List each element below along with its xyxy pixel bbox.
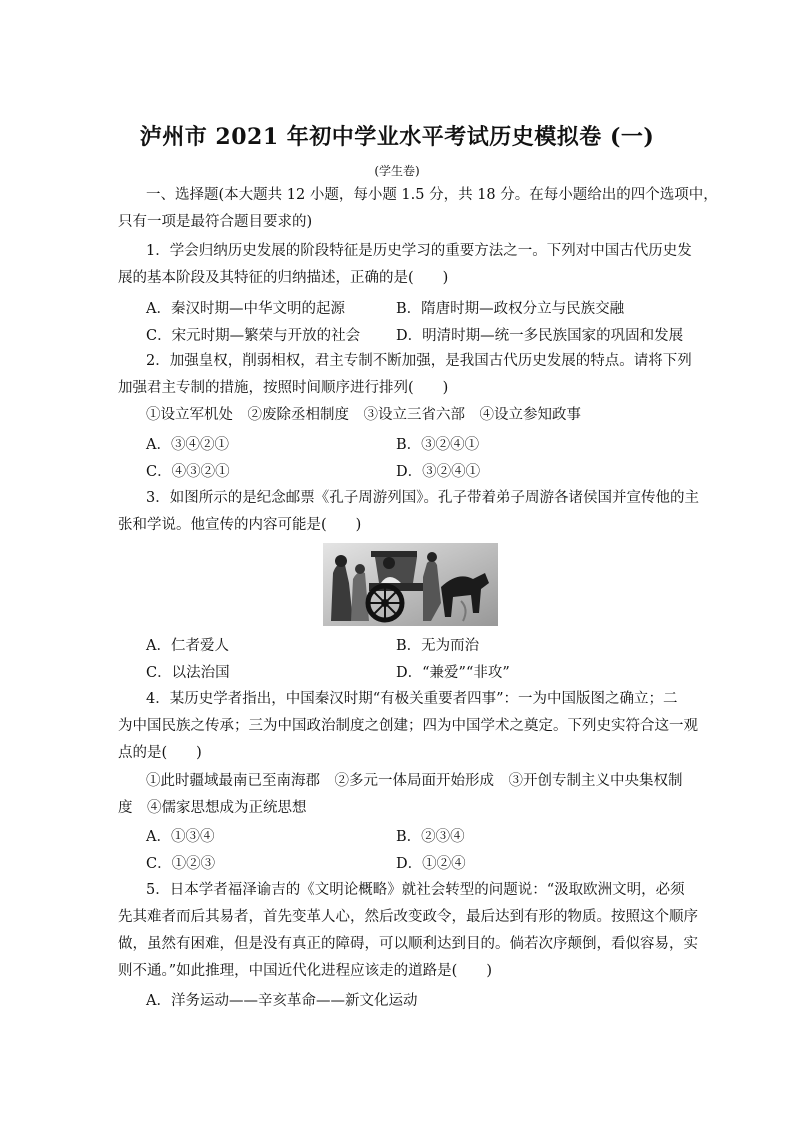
question-5-line-3: 做，虽然有困难，但是没有真正的障碍，可以顺利达到目的。倘若次序颠倒，看似容易，实 xyxy=(118,936,698,952)
question-1-option-a: A．秦汉时期—中华文明的起源 xyxy=(146,301,345,317)
question-2-option-b: B．③②④① xyxy=(396,437,480,453)
question-1-option-b: B．隋唐时期—政权分立与民族交融 xyxy=(396,301,625,317)
question-5-line-1: 5．日本学者福泽谕吉的《文明论概略》就社会转型的问题说：“汲取欧洲文明，必须 xyxy=(146,882,685,898)
page-subtitle: (学生卷) xyxy=(374,164,420,178)
page-title: 泸州市 2021 年初中学业水平考试历史模拟卷 (一) xyxy=(139,124,655,150)
question-5-line-2: 先其难者而后其易者，首先变革人心，然后改变政令，最后达到有形的物质。按照这个顺序 xyxy=(118,909,698,925)
question-2-option-c: C．④③②① xyxy=(146,464,230,480)
question-4-option-c: C．①②③ xyxy=(146,856,216,872)
section-instruction-line-2: 只有一项是最符合题目要求的) xyxy=(118,214,313,230)
question-1-line-2: 展的基本阶段及其特征的归纳描述，正确的是( ) xyxy=(118,270,449,286)
question-2-option-d: D．③②④① xyxy=(396,464,481,480)
question-4-line-2: 为中国民族之传承；三为中国政治制度之创建；四为中国学术之奠定。下列史实符合这一观 xyxy=(118,718,698,734)
question-4-items-line-1: ①此时疆域最南已至南海郡 ②多元一体局面开始形成 ③开创专制主义中央集权制 xyxy=(146,773,683,789)
question-3-line-2: 张和学说。他宣传的内容可能是( ) xyxy=(118,517,362,533)
question-4-option-a: A．①③④ xyxy=(146,829,215,845)
question-5-option-a: A．洋务运动——辛亥革命——新文化运动 xyxy=(146,993,418,1009)
section-instruction-line-1: 一、选择题(本大题共 12 小题，每小题 1.5 分，共 18 分。在每小题给出的四个选项中， xyxy=(146,187,718,203)
question-1-option-c: C．宋元时期—繁荣与开放的社会 xyxy=(146,328,361,344)
question-1-line-1: 1．学会归纳历史发展的阶段特征是历史学习的重要方法之一。下列对中国古代历史发 xyxy=(146,243,692,259)
question-3-option-b: B．无为而治 xyxy=(396,638,480,654)
question-4-line-1: 4．某历史学者指出，中国秦汉时期“有极关重要者四事”：一为中国版图之确立；二 xyxy=(146,691,678,707)
question-2-items: ①设立军机处 ②废除丞相制度 ③设立三省六部 ④设立参知政事 xyxy=(146,407,581,423)
question-3-line-1: 3．如图所示的是纪念邮票《孔子周游列国》。孔子带着弟子周游各诸侯国并宣传他的主 xyxy=(146,490,699,506)
question-2-option-a: A．③④②① xyxy=(146,437,229,453)
question-3-option-a: A．仁者爱人 xyxy=(146,638,229,654)
question-1-option-d: D．明清时期—统一多民族国家的巩固和发展 xyxy=(396,328,684,344)
question-3-option-d: D．“兼爱”“非攻” xyxy=(396,665,510,681)
question-4-option-b: B．②③④ xyxy=(396,829,465,845)
question-2-line-1: 2．加强皇权，削弱相权，君主专制不断加强，是我国古代历史发展的特点。请将下列 xyxy=(146,353,692,369)
question-4-option-d: D．①②④ xyxy=(396,856,466,872)
question-4-items-line-2: 度 ④儒家思想成为正统思想 xyxy=(118,800,307,816)
question-3-option-c: C．以法治国 xyxy=(146,665,230,681)
question-5-line-4: 则不通。”如此推理，中国近代化进程应该走的道路是( ) xyxy=(118,963,492,979)
question-4-line-3: 点的是( ) xyxy=(118,745,202,761)
confucius-stamp-image xyxy=(323,543,498,626)
question-2-line-2: 加强君主专制的措施，按照时间顺序进行排列( ) xyxy=(118,380,449,396)
